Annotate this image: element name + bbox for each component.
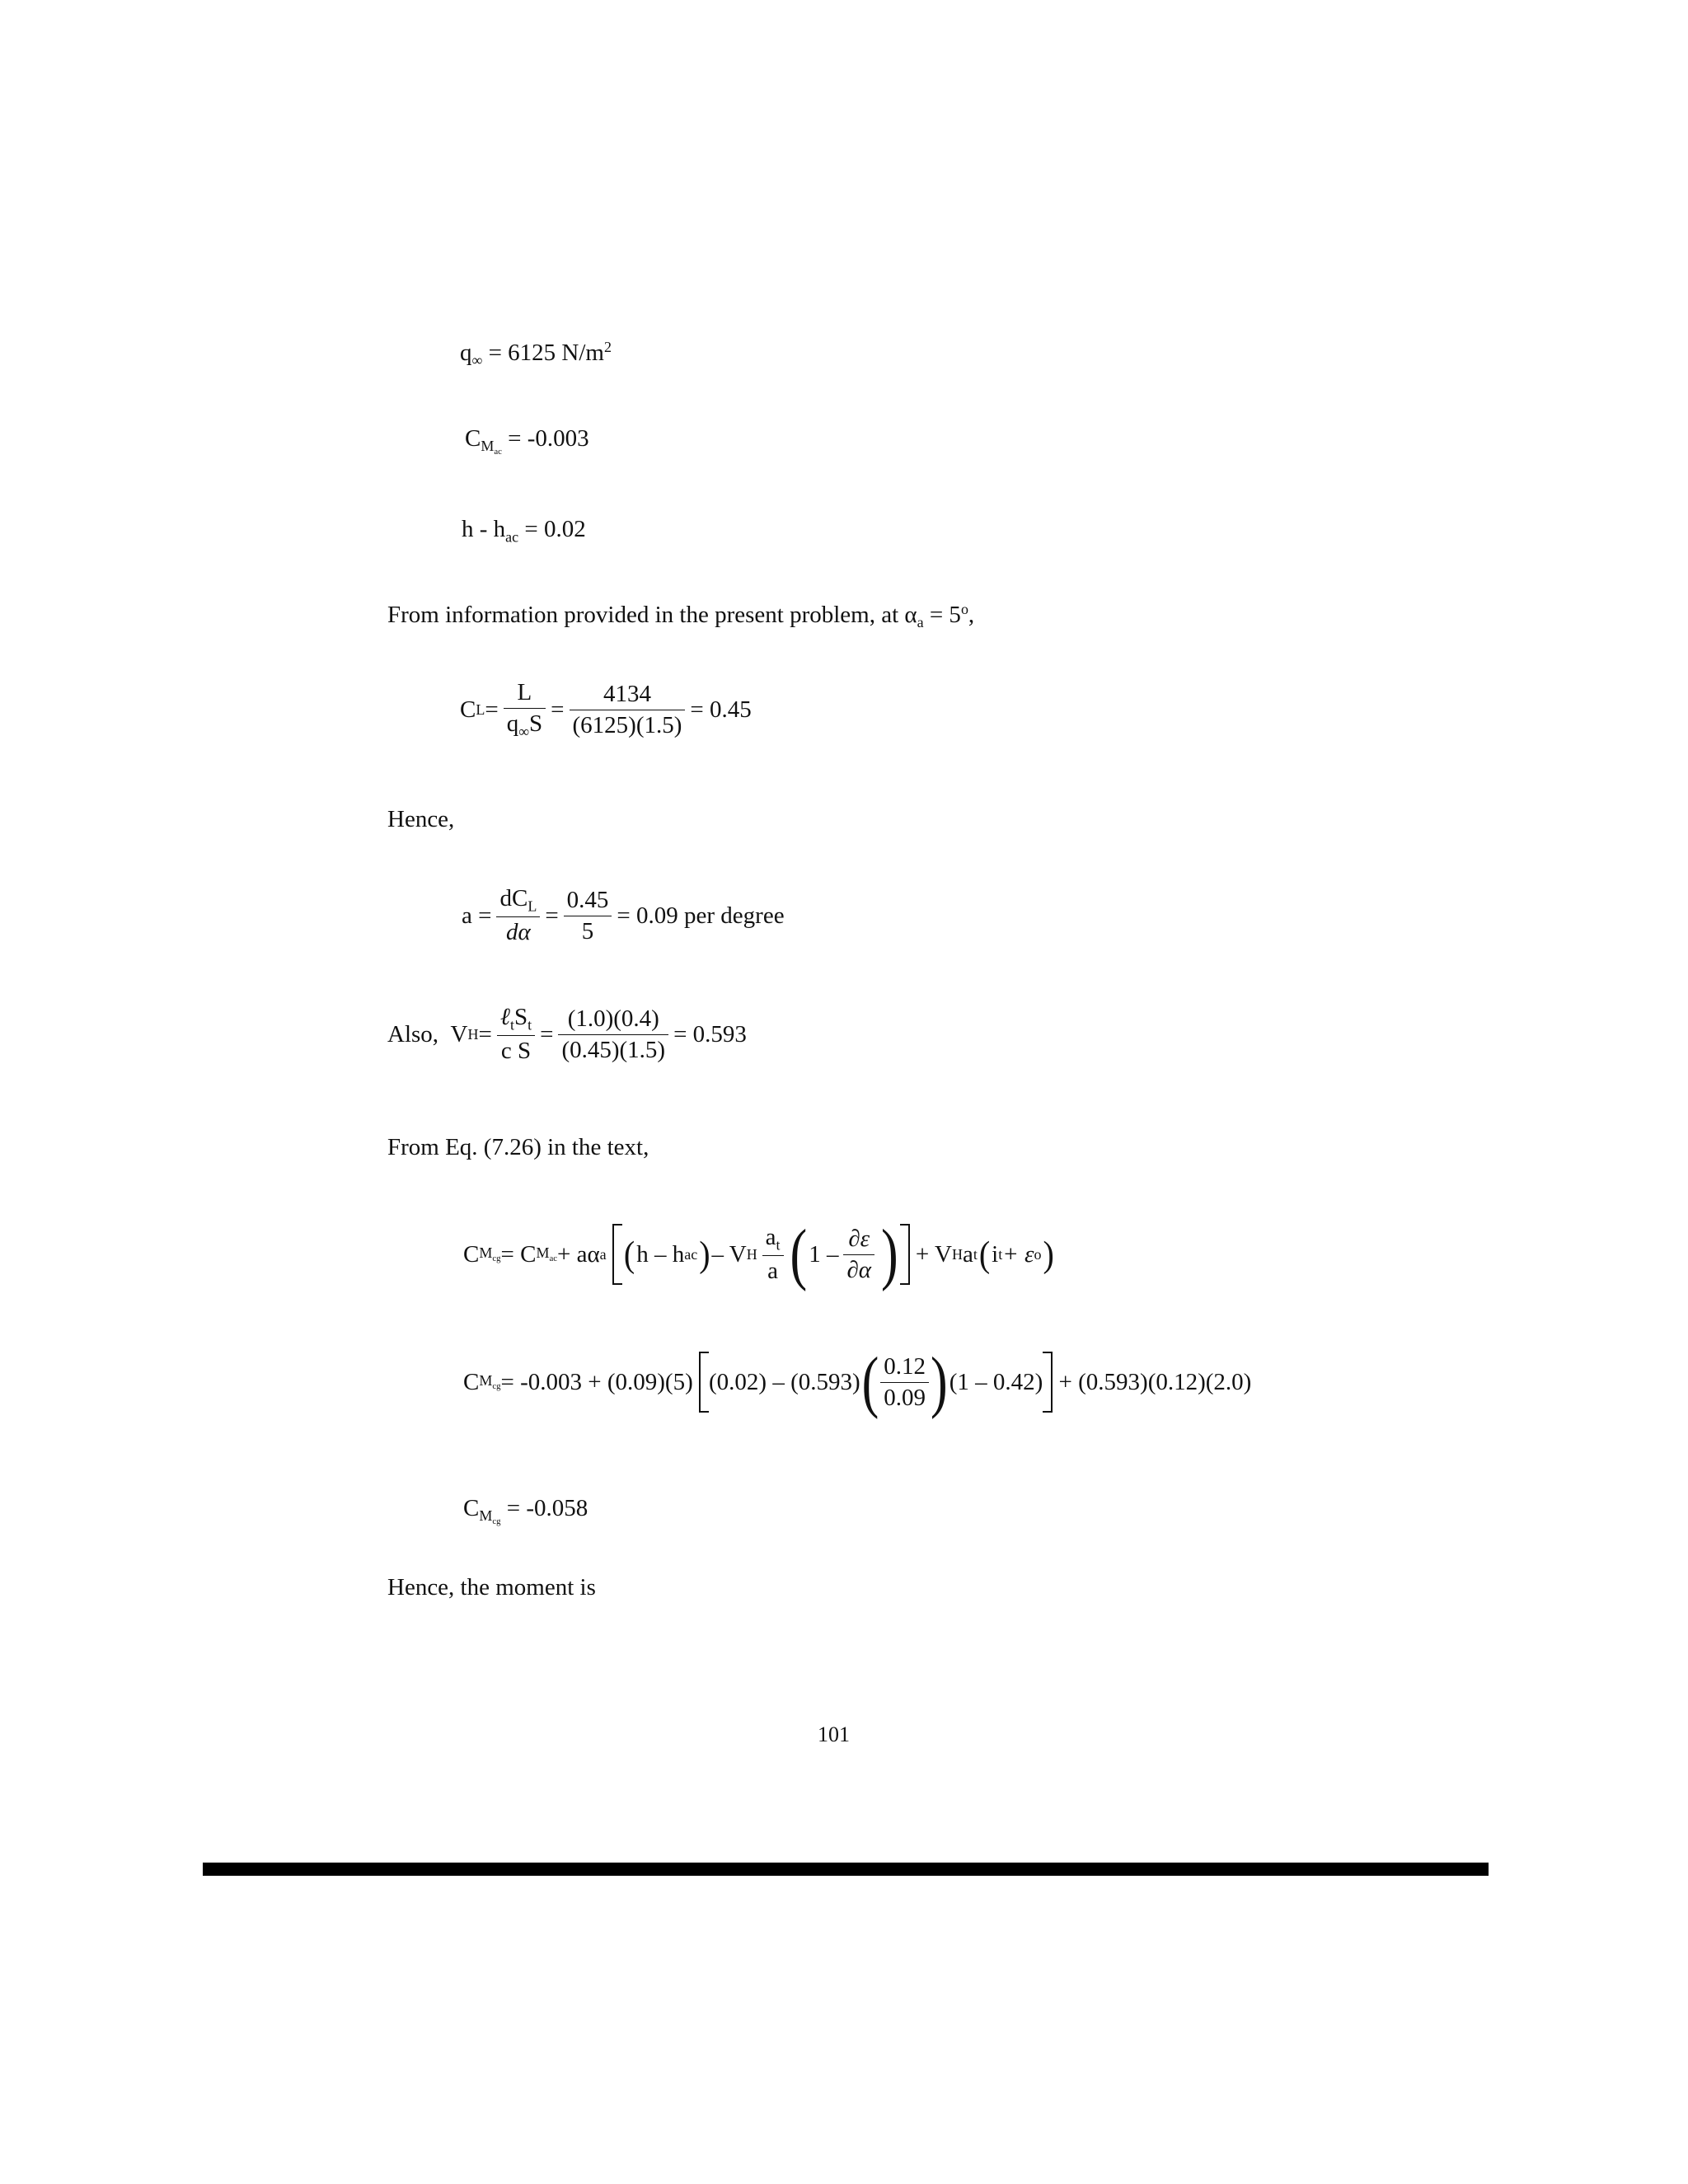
left-bracket [612,1224,622,1285]
lift-over-q-s-fraction: $\frac{L}{q_\infty S}$ [504,681,546,738]
lift-slope-numeric-fraction: $\frac{0.45}{5}$ [564,888,612,944]
lift-numeric-fraction: $\frac{4134}{(6125)(1.5)}$ [570,682,686,738]
dcl-dalpha-fraction: $\frac{dC_L}{d\alpha}$ [496,887,540,944]
left-bracket [699,1352,709,1413]
moment-coefficient-general-equation: C $M_{cg}$ = C $M_{ac}$ + aα a ( h – h ac ) – V H $\frac{a_t}{a}$ ( 1 – $\frac{\partial\varepsilon}{\partial\alpha}$ ) + V H a t ( i t + ε o ) [463,1216,1054,1292]
given-cm-ac: $C_{M_{ac}} = -0.003$ [465,425,589,457]
lift-slope-equation: a = $\frac{dC_L}{d\alpha}$ = $\frac{0.45}{5}$ = 0.09 per degree [462,885,785,946]
from-equation-label: From Eq. (7.26) in the text, [387,1134,649,1160]
moment-coefficient-result: $C_{M_{cg}} = -0.058$ [463,1495,588,1527]
given-q-infinity: $q_\infty = 6125$ $N/m^2$ [460,339,612,369]
hence-label: Hence, [387,806,455,832]
lift-coefficient-equation: C L = $\frac{L}{q_\infty S}$ = $\frac{4134}{(6125)(1.5)}$ = 0.45 [460,679,752,740]
intro-paragraph: From information provided in the present problem, at $\alpha_a = 5^o$, [387,601,975,631]
tail-volume-ratio-equation: Also, V H = $\frac{\ell_tS_t}{\text{c S}}$ = $\frac{(1.0)(0.4)}{(0.45)(1.5)}$ = 0.593 [387,1004,747,1065]
given-h-minus-hac: $h - h_{ac} = 0.02$ [462,516,586,546]
moment-coefficient-numeric-equation: C $M_{cg}$ = -0.003 + (0.09)(5) (0.02) – (0.593) ( $\frac{0.12}{0.09}$ ) (1 – 0.42) + (0.593)(0.12)(2.0) [463,1344,1252,1420]
lt-st-over-cs-fraction: $\frac{\ell_tS_t}{\text{c S}}$ [497,1005,535,1063]
tail-volume-numeric-fraction: $\frac{(1.0)(0.4)}{(0.45)(1.5)}$ [558,1007,668,1062]
downwash-derivative-fraction: $\frac{\partial\varepsilon}{\partial\alpha}$ [843,1227,874,1282]
page-number: 101 [818,1722,850,1746]
at-over-a-fraction: $\frac{a_t}{a}$ [762,1226,784,1283]
footer-rule [203,1863,1489,1876]
hence-moment-label: Hence, the moment is [387,1574,596,1601]
right-bracket [900,1224,910,1285]
downwash-numeric-fraction: $\frac{0.12}{0.09}$ [880,1355,929,1410]
right-bracket [1043,1352,1053,1413]
